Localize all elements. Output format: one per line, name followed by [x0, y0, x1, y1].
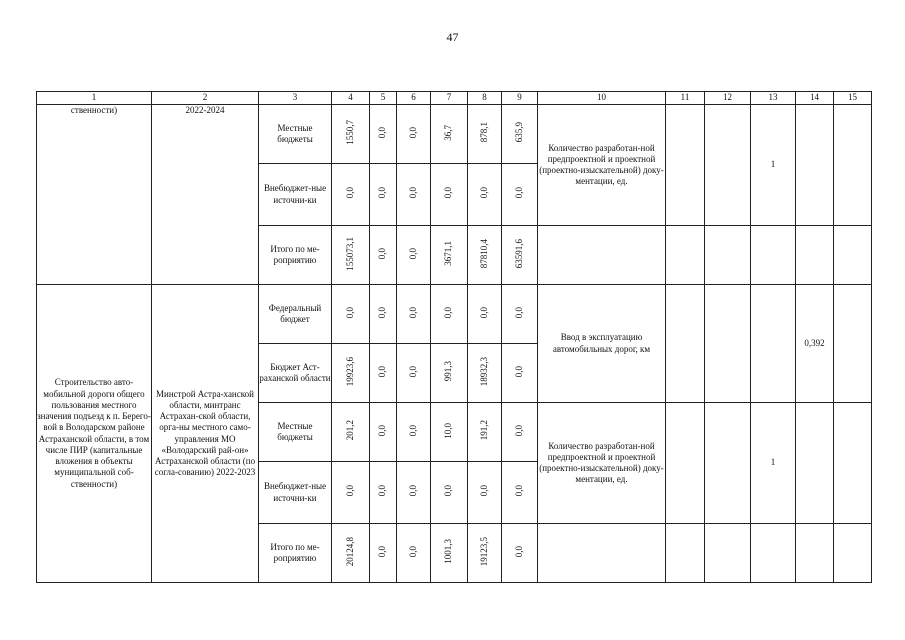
column-number-row: [37, 92, 872, 105]
column-header: 11: [666, 92, 705, 105]
value-cell: 1550,7: [344, 120, 355, 145]
column-header: 7: [431, 92, 468, 105]
executor-cell: 2022-2024: [152, 105, 259, 285]
value-cell: 0,0: [377, 247, 388, 259]
value-cell: 87810,4: [478, 238, 489, 268]
event-name-cell: Строительство авто-мобильной дороги общего пользования местного значения подъезд к п. Берего-вой в Володарском районе Астраханской области, в том числе ПИР (капитальные вложения в объекты муниципальной соб-ственности): [37, 285, 152, 583]
funding-source-cell: Итого по ме-роприятию: [259, 524, 332, 583]
column-header: 2: [152, 92, 259, 105]
funding-source-cell: Внебюджет-ные источни-ки: [259, 164, 332, 226]
value-cell: 36,7: [443, 124, 454, 141]
value-cell: 0,0: [344, 187, 355, 199]
value-cell: 0,0: [478, 187, 489, 199]
column-header: 13: [751, 92, 796, 105]
value-cell: 0,0: [513, 187, 524, 199]
value-cell: 20124,8: [344, 536, 355, 566]
column-header: 6: [397, 92, 431, 105]
value-cell: 0,0: [513, 485, 524, 497]
value-cell: 0,0: [513, 365, 524, 377]
column-header: 8: [468, 92, 502, 105]
column-header: 14: [796, 92, 834, 105]
value-cell: 0,0: [377, 545, 388, 557]
indicator-cell: Количество разработан-ной предпроектной и проектной (проектно-изыскательной) доку-ментации, ед.: [538, 403, 666, 524]
value-cell: 0,0: [513, 545, 524, 557]
funding-source-cell: Местные бюджеты: [259, 105, 332, 164]
table-row: [37, 105, 872, 164]
column-header: 12: [705, 92, 751, 105]
indicator-cell: Ввод в эксплуатацию автомобильных дорог, км: [538, 285, 666, 403]
column-header: 9: [502, 92, 538, 105]
value-cell: 0,0: [407, 126, 418, 138]
value-cell: 18932,3: [478, 356, 489, 386]
funding-source-cell: Бюджет Аст-раханской области: [259, 344, 332, 403]
column-header: 1: [37, 92, 152, 105]
funding-source-cell: Федеральный бюджет: [259, 285, 332, 344]
value-cell: 0,0: [377, 485, 388, 497]
value-cell: 0,0: [478, 306, 489, 318]
value-cell: 0,0: [407, 247, 418, 259]
column-header: 5: [370, 92, 397, 105]
indicator-cell: Количество разработан-ной предпроектной и проектной (проектно-изыскательной) доку-ментации, ед.: [538, 105, 666, 226]
value-cell: 0,0: [377, 424, 388, 436]
funding-source-cell: Итого по ме-роприятию: [259, 226, 332, 285]
indicator-value-cell: 0,392: [796, 285, 834, 403]
value-cell: 3671,1: [443, 241, 454, 266]
column-header: 10: [538, 92, 666, 105]
value-cell: 0,0: [344, 485, 355, 497]
value-cell: 63591,6: [513, 238, 524, 268]
value-cell: 0,0: [407, 485, 418, 497]
funding-source-cell: Внебюджет-ные источни-ки: [259, 462, 332, 524]
value-cell: 0,0: [407, 187, 418, 199]
value-cell: 991,3: [443, 361, 454, 382]
indicator-value-cell: 1: [751, 403, 796, 524]
value-cell: 0,0: [407, 306, 418, 318]
value-cell: 0,0: [407, 545, 418, 557]
value-cell: 201,2: [344, 420, 355, 441]
executor-cell: Минстрой Астра-ханской области, минтранс Астрахан-ской области, орга-ны местного само-управления МО «Володарский рай-он» Астраханской области (по согла-сованию) 2022-2023: [152, 285, 259, 583]
value-cell: 0,0: [443, 485, 454, 497]
value-cell: 0,0: [377, 126, 388, 138]
value-cell: 0,0: [513, 424, 524, 436]
value-cell: 0,0: [377, 365, 388, 377]
value-cell: 19123,5: [478, 536, 489, 566]
value-cell: 0,0: [478, 485, 489, 497]
value-cell: 10,0: [443, 422, 454, 439]
page-number: 47: [446, 30, 459, 44]
indicator-value-cell: 1: [751, 105, 796, 226]
table-row: [37, 285, 872, 344]
value-cell: 878,1: [478, 122, 489, 143]
value-cell: 191,2: [478, 420, 489, 441]
event-name-cell: ственности): [37, 105, 152, 285]
value-cell: 0,0: [407, 424, 418, 436]
value-cell: 0,0: [377, 187, 388, 199]
value-cell: 635,9: [513, 122, 524, 143]
value-cell: 0,0: [443, 306, 454, 318]
column-header: 4: [332, 92, 370, 105]
value-cell: 0,0: [443, 187, 454, 199]
program-table: [36, 91, 872, 583]
value-cell: 1001,3: [443, 539, 454, 564]
value-cell: 155073,1: [344, 236, 355, 271]
value-cell: 0,0: [377, 306, 388, 318]
value-cell: 19923,6: [344, 356, 355, 386]
value-cell: 0,0: [513, 306, 524, 318]
column-header: 15: [834, 92, 872, 105]
funding-source-cell: Местные бюджеты: [259, 403, 332, 462]
value-cell: 0,0: [407, 365, 418, 377]
column-header: 3: [259, 92, 332, 105]
value-cell: 0,0: [344, 306, 355, 318]
